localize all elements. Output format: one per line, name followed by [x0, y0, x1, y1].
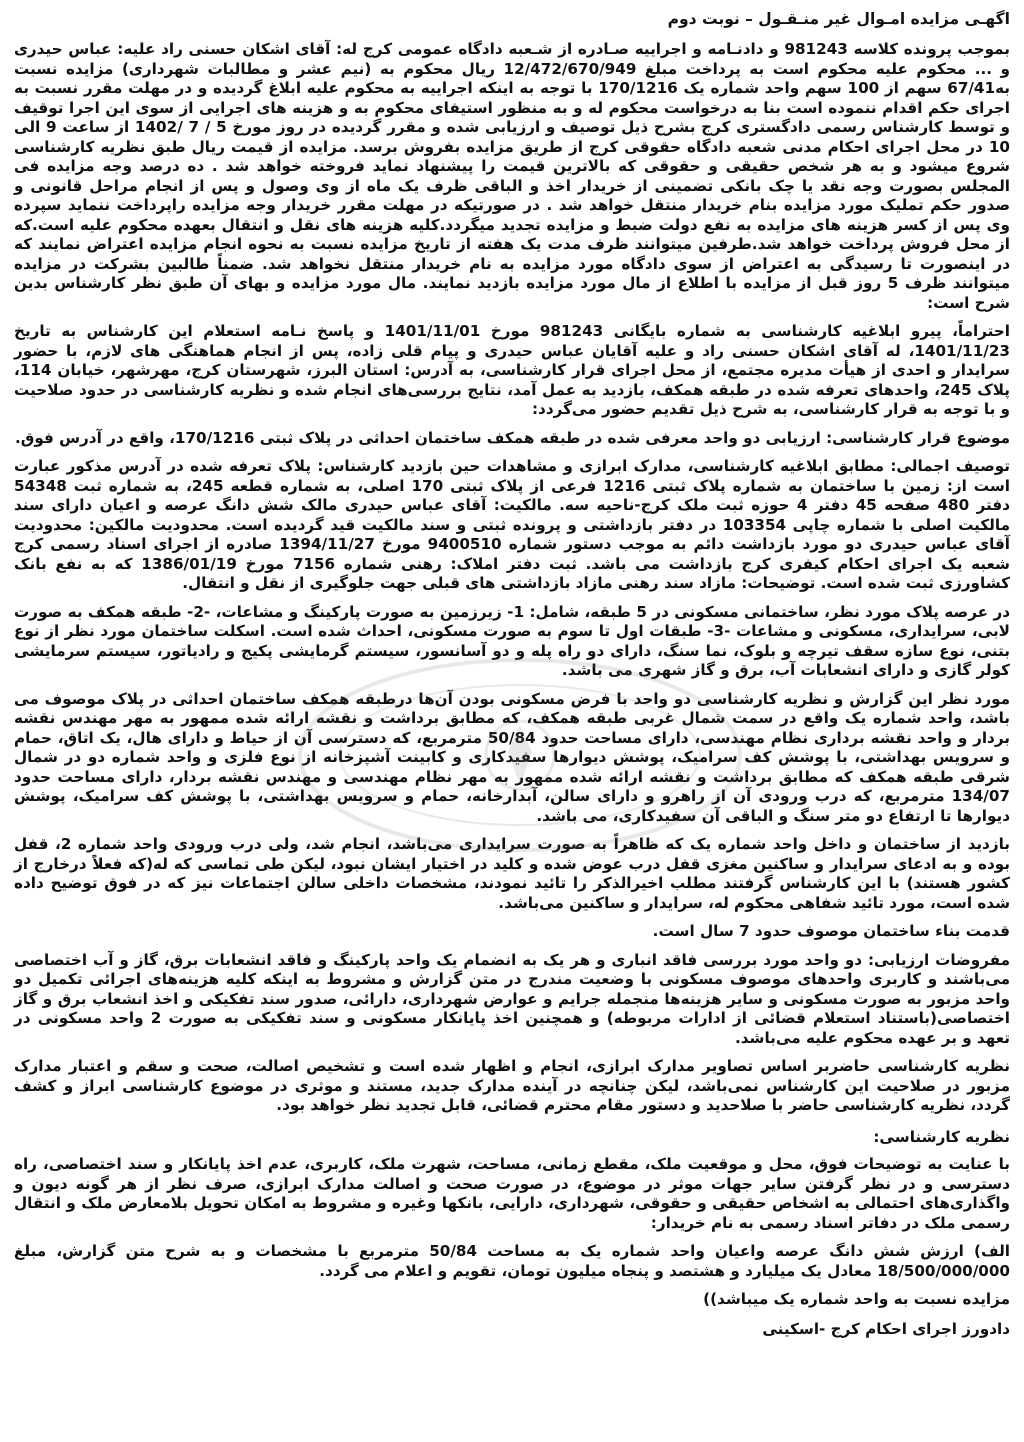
units-paragraph: مورد نظر این گزارش و نظریه کارشناسی دو واحد با فرض مسکونی بودن آن‌ها درطبقه همکف ساختمان احداثی در پلاک موصوف می باشد، واحد شماره یک واقع در سمت شمال غربی طبقه همکف، که مطابق برداشت و نقشه ارائه شده ممهور به مهر مهندس نقشه بردار و واحد نقشه برداری نظام مهندسی، دارای مساحت حدود 50/84 مترمربع، که دسترسی آن از حیاط و دارای هال، یک اتاق، حمام و سرویس بهداشتی، با پوشش کف سرامیک، پوشش دیوارها سفیدکاری و کابینت آشپزخانه از نوع فلزی و واحد شماره دو در شمال شرقی طبقه همکف که مطابق برداشت و نقشه ارائه شده ممهور به مهر نظام مهندسی و مهندس نقشه بردار، دارای مساحت حدود 134/07 مترمربع، که درب ورودی آن از راهرو و دارای سالن، آبدارخانه، حمام و سرویس بهداشتی، با پوشش کف سرامیک، پوشش دیوارها تا ارتفاع دو متر سنگ و الباقی آن سفیدکاری، می باشد.: [14, 689, 1010, 825]
subject-paragraph: موضوع قرار کارشناسی: ارزیابی دو واحد معرفی شده در طبقه همکف ساختمان احداثی در پلاک ثبتی 170/1216، واقع در آدرس فوق.: [14, 428, 1010, 447]
description-paragraph: توصیف اجمالی: مطابق ابلاغیه کارشناسی، مدارک ابرازی و مشاهدات حین بازدید کارشناس: پلاک تعرفه شده در آدرس مذکور عبارت است از: زمین با ساختمان به شماره پلاک ثبتی 1216 فرعی از پلاک ثبتی 170 اصلی، به شماره قطعه 245، به شماره ثبت 54348 دفتر 480 صفحه 45 دفتر 4 حوزه ثبت ملک کرج-ناحیه سه. مالکیت: آقای عباس حیدری مالک شش دانگ عرصه و اعیان دارای سند مالکیت اصلی با شماره چاپی 103354 در دفتر بازداشتی و پرونده ثبتی و سند مالکیت قید گردیده است. محدودیت مالکین: محدودیت آقای عباس حیدری دو مورد بازداشت دائم به موجب دستور شماره 9400510 مورخ 1394/11/27 صادره از اجرای اسناد رسمی کرج شعبه یک اجرای احکام کیفری کرج بازداشت می باشد. ثبت دفتر املاک: رهنی شماره 7156 مورخ 1386/01/19 که به نفع بانک کشاورزی ثبت شده است. توضیحات: مازاد سند رهنی مازاد بازداشتی های قبلی جهت جلوگیری از نقل و انتقال.: [14, 457, 1011, 592]
building-paragraph: در عرصه پلاک مورد نظر، ساختمانی مسکونی در 5 طبقه، شامل: 1- زیرزمین به صورت پارکینگ و مشاعات، -2- طبقه همکف به صورت لابی، سرایداری، مسکونی و مشاعات -3- طبقات اول تا سوم به صورت مسکونی، احداث شده است. اسکلت ساختمان مورد نظر از نوع بتنی، نوع سازه سقف تیرچه و بلوک، نما سنگ، دارای دو راه پله و دو آسانسور، سیستم گرمایشی پکیج و رادیاتور، سیستم سرمایشی کولر گازی و دارای انشعابات آب، برق و گاز شهری می باشد.: [14, 602, 1010, 679]
inspection-paragraph: بازدید از ساختمان و داخل واحد شماره یک که ظاهراً به صورت سرایداری می‌باشد، انجام شد، ولی درب ورودی واحد شماره 2، قفل بوده و به ادعای سرایدار و ساکنین مغزی قفل درب عوض شده و کلید در اختیار ایشان نبود، لیکن طی تماسی که له(که فعلاً درخارج از کشور هستند) با این کارشناس گرفتند مطلب اخیرالذکر را تائید نمودند، مشخصات داخلی سالن اجتماعات نیز که در فوق توضیح داده شده است، مورد تائید شفاهی محکوم له، سرایدار و ساکنین می‌باشد.: [14, 835, 1010, 912]
expert-request-paragraph: احتراماً، پیرو ابلاغیه کارشناسی به شماره بایگانی 981243 مورخ 1401/11/01 و پاسخ نـامه استعلام این کارشناس به تاریخ 1401/11/23، له آقای اشکان حسنی راد و علیه آقایان عباس حیدری و پیام قلی زاده، پس از انجام هماهنگی های لازم، با حضور سرایدار و احدی از هیأت مدیره مجتمع، از محل اجرای قرار کارشناسی، به آدرس: استان البرز، شهرستان کرج، مهرشهر، خیابان 114، پلاک 245، واحدهای تعرفه شده در طبقه همکف، بازدید به عمل آمد، نتایج بررسی‌های انجام شده و نظریه کارشناسی در حدود صلاحیت و با توجه به قرار کارشناسی، به شرح ذیل تقدیم حضور می‌گردد:: [14, 322, 1011, 418]
opinion-heading: نظریه کارشناسی:: [873, 1127, 1010, 1146]
assumptions-paragraph: مفروضات ارزیابی: دو واحد مورد بررسی فاقد انباری و هر یک به انضمام یک واحد پارکینگ و فاقد انشعابات برق، گاز و آب اختصاصی می‌باشند و کاربری واحدهای موصوف مسکونی با وضعیت مندرج در متن گزارش و مشروط به اینکه کلیه هزینه‌های اجرائی تکمیل دو واحد مزبور به صورت مسکونی و سایر هزینه‌ها منجمله جرایم و عوارض شهرداری، دارائی، صدور سند تفکیکی و اخذ انشعاب برق و گاز اختصاصی(باستناد استعلام قضائی از ادارات مربوطه) و همچنین اخذ پایانکار مسکونی و سند تفکیکی به صورت 2 واحد مسکونی در تعهد و بر عهده محکوم علیه می‌باشد.: [14, 950, 1010, 1047]
age-paragraph: قدمت بناء ساختمان موصوف حدود 7 سال است.: [652, 922, 1010, 940]
signature-line: دادورز اجرای احکام کرج -اسکینی: [762, 1319, 1010, 1338]
notice-title: اگهـی مزایده امـوال غیر منـقـول – نوبت دوم: [667, 10, 1010, 28]
intro-paragraph: بموجب پرونده کلاسه 981243 و دادنـامه و اجراییه صـادره از شـعبه دادگاه عمومی کرج له: آقای اشکان حسنی راد علیه: عباس حیدری و ... محکوم علیه محکوم است به پرداخت مبلغ 12/472/670/949 ریال محکوم به (نیم عشر و مطالبات شهرداری) مزایده نسبت به67/41 سهم از 100 سهم واحد شماره یک 170/1216 با توجه به اینکه اجراییه به محکوم علیه ابلاغ گردیده و در مهلت مقرر نسبت به اجرای حکم اقدام ننموده است بنا به درخواست محکوم له و به منظور استیفای محکوم به و هزینه های اجرایی از سوی این اجرا توقیف و توسط کارشناس رسمی دادگستری کرج بشرح ذیل توصیف و ارزیابی شده و مقرر گردیده در روز مورخ 5 / 7 /1402 از ساعت 9 الی 10 در محل اجرای احکام مدنی شعبه دادگاه حقوقی کرج از طریق مزایده بفروش برسد. مزایده از قیمت ریال طبق نظریه کارشناسی شروع میشود و به هر شخص حقیقی و حقوقی که بالاترین قیمت را پیشنهاد نماید فروخته خواهد شد . ده درصد وجه مزایده فی المجلس بصورت وجه نقد یا چک بانکی تضمینی از خریدار اخذ و الباقی ظرف یک ماه از وی وصول و پس از انجام مراحل قانونی و صدور حکم تملیک مورد مزایده بنام خریدار منتقل خواهد شد . در صورتیکه در مهلت مقرر خریدار وجه مزایده راپرداخت ننماید سپرده وی پس از کسر هزینه های مزایده به نفع دولت ضبط و مزایده تجدید میگردد.کلیه هزینه های نقل و انتقال بعهده محکوم علیه است.که از محل فروش پرداخت خواهد شد.طرفین میتوانند ظرف مدت یک هفته از تاریخ مزایده نسبت به نحوه انجام مزایده اعتراض نمایند که در اینصورت تا رسیدگی به اعتراض از سوی دادگاه مورد مزایده به نام خریدار منتقل نخواهد شد. ضمناً طالبین بشرکت در مزایده میتوانند ظرف 5 روز قبل از مزایده با اطلاع از مال مورد مزایده بازدید نمایند. مال مورد مزایده و بهای آن طبق نظر کارشناس بدین شرح است:: [14, 40, 1010, 312]
opinion-paragraph: با عنایت به توضیحات فوق، محل و موقعیت ملک، مقطع زمانی، مساحت، شهرت ملک، کاربری، عدم اخذ پایانکار و سند اختصاصی، راه دسترسی و در نظر گرفتن سایر جهات موثر در موضوع، در صورت صحت و اصالت مدارک ابرازی، صرف نظر از هر گونه دیون و واگذاری‌های احتمالی به اشخاص حقیقی و حقوقی، شهرداری، دارایی، بانکها وغیره و مشروط به امکان تحویل بلامعارض ملک و انتقال رسمی ملک در دفاتر اسناد رسمی به نام خریدار:: [14, 1155, 1010, 1232]
auction-scope-paragraph: مزایده نسبت به واحد شماره یک میباشد)): [703, 1290, 1010, 1308]
valuation-paragraph: الف) ارزش شش دانگ عرصه واعیان واحد شماره یک به مساحت 50/84 مترمربع با مشخصات و به شرح متن گزارش، مبلغ 18/500/000/000 معادل یک میلیارد و هشتصد و پنجاه میلیون تومان، تقویم و اعلام می گردد.: [14, 1242, 1010, 1280]
validity-paragraph: نظریه کارشناسی حاضربر اساس تصاویر مدارک ابرازی، انجام و اظهار شده است و تشخیص اصالت، صحت و سقم و اعتبار مدارک مزبور در صلاحیت این کارشناس نمی‌باشد، لیکن چنانچه در آینده مدارک جدید، مستند و موثری در موضوع کارشناسی ابراز و کشف گردد، نظریه کارشناسی حاضر با صلاحدید و دستور مقام محترم قضائی، قابل تجدید نظر خواهد بود.: [14, 1057, 1010, 1114]
